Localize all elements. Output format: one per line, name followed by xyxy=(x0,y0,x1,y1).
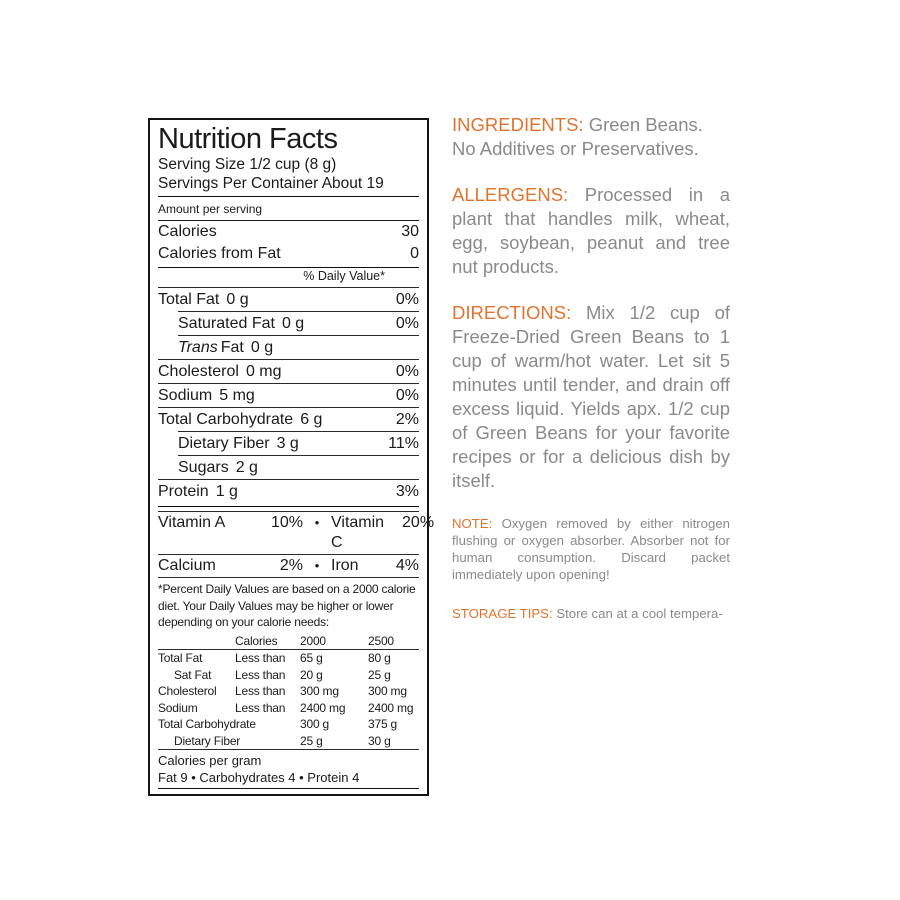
table-cell: 375 g xyxy=(368,717,398,732)
table-cell: Cholesterol xyxy=(158,684,217,699)
info-panel xyxy=(452,113,730,622)
serving-size: Serving Size 1/2 cup (8 g) xyxy=(158,156,337,173)
table-cell: 65 g xyxy=(300,651,323,666)
nutrient-dv: 0% xyxy=(395,291,419,309)
nutrient-amount: 0 g xyxy=(226,291,249,309)
vitamin-c-value: 20% xyxy=(402,514,435,532)
calories-from-fat-value: 0 xyxy=(410,244,419,262)
nutrient-row-sugars xyxy=(178,455,419,479)
note-heading: NOTE: xyxy=(452,516,493,531)
ingredients-heading: INGREDIENTS: xyxy=(452,114,584,135)
calories-value: 30 xyxy=(401,222,419,240)
table-cell: Dietary Fiber xyxy=(174,733,241,748)
table-cell: Less than xyxy=(235,651,286,666)
vitamin-row xyxy=(158,511,435,554)
daily-values-footnote: *Percent Daily Values are based on a 2000 calorie diet. Your Daily Values may be higher or lower depending on your calorie needs: xyxy=(158,577,419,633)
nutrient-row-trans-fat xyxy=(178,335,419,359)
table-header-calories: Calories xyxy=(235,633,278,648)
nutrient-name: Sugars xyxy=(178,459,229,477)
amount-per-serving: Amount per serving xyxy=(158,200,419,221)
nutrient-dv: 3% xyxy=(395,483,419,501)
nutrient-row-dietary-fiber xyxy=(178,431,419,455)
nutrient-amount: 2 g xyxy=(235,459,258,477)
nutrient-name: Total Carbohydrate xyxy=(158,411,294,429)
table-cell: 300 mg xyxy=(368,684,407,699)
table-row xyxy=(158,683,419,700)
nutrient-row-total-fat xyxy=(158,288,419,311)
table-cell: Total Fat xyxy=(158,651,203,666)
directions-section xyxy=(452,301,730,493)
daily-value-header: % Daily Value* xyxy=(158,268,419,288)
nutrient-amount: 3 g xyxy=(276,435,299,453)
nutrient-row-total-carbohydrate xyxy=(158,407,419,431)
ingredients-section xyxy=(452,113,730,161)
nutrient-name: Saturated Fat xyxy=(178,315,275,333)
table-cell: Less than xyxy=(235,684,286,699)
nutrient-dv: 0% xyxy=(395,387,419,405)
calories-from-fat-row xyxy=(158,243,419,265)
nutrient-name: Cholesterol xyxy=(158,363,239,381)
calcium-value: 2% xyxy=(279,557,303,575)
table-cell: Less than xyxy=(235,700,286,715)
nutrient-dv: 0% xyxy=(395,363,419,381)
divider-bar-thick xyxy=(158,506,419,507)
note-section xyxy=(452,515,730,583)
table-header-2000: 2000 xyxy=(300,633,326,648)
allergens-section xyxy=(452,183,730,279)
directions-heading: DIRECTIONS: xyxy=(452,302,572,323)
table-cell: Less than xyxy=(235,667,286,682)
storage-tips-section xyxy=(452,605,730,622)
iron-label: Iron xyxy=(331,557,359,575)
storage-tips-heading: STORAGE TIPS: xyxy=(452,606,553,621)
nutrient-name: Dietary Fiber xyxy=(178,435,270,453)
allergens-heading: ALLERGENS: xyxy=(452,184,569,205)
table-row xyxy=(158,733,419,750)
calories-per-gram-values: Fat 9 • Carbohydrates 4 • Protein 4 xyxy=(158,770,360,786)
table-cell: 80 g xyxy=(368,651,391,666)
label-title: Nutrition Facts xyxy=(158,123,338,155)
table-cell: 25 g xyxy=(300,733,323,748)
table-row xyxy=(158,650,419,667)
nutrient-amount: 0 g xyxy=(281,315,305,333)
nutrient-amount: 5 mg xyxy=(219,387,255,405)
daily-values-table xyxy=(158,633,419,750)
nutrition-facts-label xyxy=(148,118,435,796)
nutrient-dv: 11% xyxy=(388,435,419,453)
calories-from-fat-label: Calories from Fat xyxy=(158,244,281,262)
vitamin-c-label: Vitamin C xyxy=(331,514,385,552)
calories-per-gram-label: Calories per gram xyxy=(158,753,262,769)
ingredients-text: Green Beans. xyxy=(588,114,703,135)
nutrient-row-saturated-fat xyxy=(178,311,419,335)
table-cell: 30 g xyxy=(368,733,391,748)
calories-label: Calories xyxy=(158,222,217,240)
nutrient-name: Sodium xyxy=(158,387,213,405)
table-header-blank xyxy=(158,633,235,650)
table-cell: 25 g xyxy=(368,667,391,682)
nutrient-name: Protein xyxy=(158,483,209,501)
calcium-label: Calcium xyxy=(158,557,216,575)
vitamin-a-label: Vitamin A xyxy=(158,514,226,532)
table-row xyxy=(158,700,419,717)
table-cell: Total Carbohydrate xyxy=(158,717,256,732)
nutrient-row-sodium xyxy=(158,383,419,407)
nutrient-row-cholesterol xyxy=(158,359,419,383)
ingredients-text-line2: No Additives or Preservatives. xyxy=(452,138,699,159)
calories-row xyxy=(158,221,419,243)
table-cell: Sat Fat xyxy=(174,667,212,682)
vitamin-a-value: 10% xyxy=(270,514,303,532)
nutrient-name: Total Fat xyxy=(158,291,220,309)
mineral-row xyxy=(158,554,419,577)
nutrient-name: Fat xyxy=(220,339,244,357)
table-cell: 300 g xyxy=(300,717,330,732)
nutrient-amount: 1 g xyxy=(215,483,238,501)
table-cell: 300 mg xyxy=(300,684,339,699)
divider-bar-bottom xyxy=(158,788,419,789)
allergens-text: Processed in a plant that handles milk, wheat, egg, soybean, peanut and tree nut products. xyxy=(452,184,731,277)
table-header-2500: 2500 xyxy=(368,633,394,648)
bullet-separator: • xyxy=(314,558,320,574)
divider-bar-thick xyxy=(158,196,419,197)
table-row xyxy=(158,716,419,733)
nutrient-amount: 0 g xyxy=(250,339,274,357)
nutrient-amount: 0 mg xyxy=(245,363,282,381)
note-text: Oxygen removed by either nitrogen flushing or oxygen absorber. Absorber not for human consumption. Discard packet immediately upon opening! xyxy=(452,516,730,582)
table-cell: 2400 mg xyxy=(368,700,414,715)
servings-per-container: Servings Per Container About 19 xyxy=(158,174,384,192)
storage-tips-text: Store can at a cool tempera- xyxy=(556,606,723,621)
bullet-separator: • xyxy=(314,515,320,531)
nutrient-dv: 2% xyxy=(395,411,419,429)
table-row xyxy=(158,667,419,684)
calories-per-gram xyxy=(158,749,419,788)
table-cell: 2400 mg xyxy=(300,700,346,715)
nutrient-row-protein xyxy=(158,479,419,503)
nutrient-italic-prefix: Trans xyxy=(178,339,218,357)
table-cell: Sodium xyxy=(158,700,198,715)
iron-value: 4% xyxy=(395,557,419,575)
table-cell: 20 g xyxy=(300,667,323,682)
directions-text: Mix 1/2 cup of Freeze-Dried Green Beans to 1 cup of warm/hot water. Let sit 5 minutes until tender, and drain off excess liquid. Yields apx. 1/2 cup of Green Beans for your favorite recipes or for a delicious dish by itself. xyxy=(452,302,731,491)
nutrient-amount: 6 g xyxy=(300,411,323,429)
nutrient-dv: 0% xyxy=(395,315,419,333)
table-header-row xyxy=(158,633,419,651)
